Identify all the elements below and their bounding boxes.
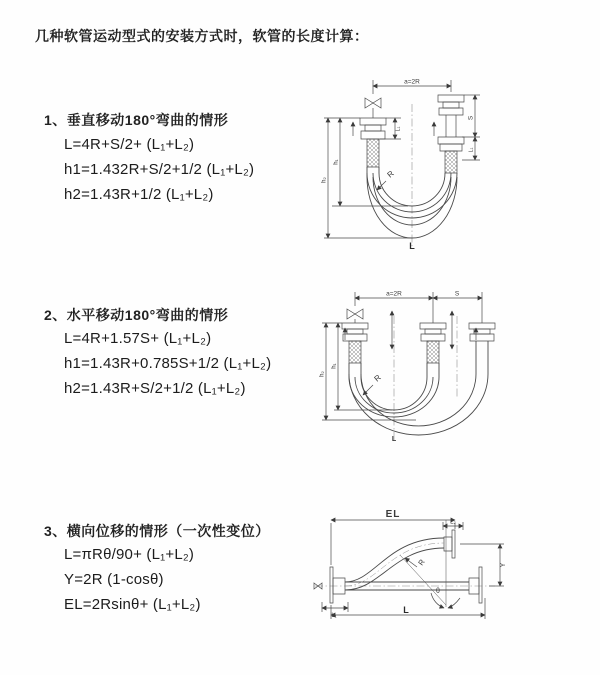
section-2-heading: 2、水平移动180°弯曲的情形 <box>44 307 229 323</box>
label-l: L <box>403 605 409 615</box>
label-r: R <box>416 557 427 568</box>
diagram-lateral-displacement <box>303 503 515 651</box>
page-title: 几种软管运动型式的安装方式时，软管的长度计算： <box>35 28 369 44</box>
left-flange <box>330 567 345 603</box>
diagram-vertical-180-bend <box>316 74 488 260</box>
section-2-formula-h1: h1=1.43R+0.785S+1/2 (L₁+L₂) <box>64 355 272 372</box>
angle-theta <box>400 520 460 608</box>
diagram-horizontal-180-bend <box>316 286 502 448</box>
middle-fitting <box>420 323 446 363</box>
label-r: R <box>385 168 396 180</box>
label-h1: h₁ <box>333 159 340 165</box>
label-h2: h₂ <box>321 177 328 183</box>
right-pipe <box>434 95 464 173</box>
section-2-formula-h2: h2=1.43R+S/2+1/2 (L₁+L₂) <box>64 380 246 397</box>
radius-leader <box>363 385 373 395</box>
dimension-h2 <box>319 323 416 420</box>
label-l1: L₁ <box>331 613 337 619</box>
section-1-formula-L: L=4R+S/2+ (L₁+L₂) <box>64 136 195 153</box>
label-h1: h₁ <box>331 363 338 369</box>
left-fitting <box>353 118 386 167</box>
upper-flange <box>444 530 455 558</box>
dimension-a2r <box>355 292 482 323</box>
valve-icon <box>347 309 363 323</box>
section-3-formula-L: L=πRθ/90+ (L₁+L₂) <box>64 546 195 563</box>
label-s: S <box>454 290 460 298</box>
dimension-h2 <box>321 118 412 238</box>
label-r: R <box>372 372 383 384</box>
section-1-formula-h1: h1=1.432R+S/2+1/2 (L₁+L₂) <box>64 161 255 178</box>
label-l1-left: L₁ <box>395 126 402 132</box>
section-1-formula-h2: h2=1.43R+1/2 (L₁+L₂) <box>64 186 214 203</box>
label-el: EL <box>385 509 401 520</box>
right-fitting <box>469 323 495 341</box>
label-s: S <box>467 115 475 121</box>
label-h2: h₂ <box>319 371 326 377</box>
right-flange <box>469 567 482 603</box>
label-l: L <box>391 436 397 443</box>
label-theta: θ <box>436 588 440 595</box>
section-3-heading: 3、横向位移的情形（一次性变位） <box>44 523 270 539</box>
valve-icon <box>365 98 381 118</box>
label-l1-right: L₁ <box>468 147 475 153</box>
left-fitting <box>342 323 368 363</box>
section-3-formula-EL: EL=2Rsinθ+ (L₁+L₂) <box>64 596 201 613</box>
label-l: L <box>409 241 415 251</box>
label-y: Y <box>500 562 507 568</box>
label-a2r: a=2R <box>386 290 402 298</box>
label-l2: L₂ <box>450 519 456 526</box>
dimension-el <box>331 520 455 568</box>
section-2-formula-L: L=4R+1.57S+ (L₁+L₂) <box>64 330 212 347</box>
section-3-formula-Y: Y=2R (1-cosθ) <box>64 571 164 588</box>
dimension-l1 <box>322 602 348 612</box>
section-1-heading: 1、垂直移动180°弯曲的情形 <box>44 112 229 128</box>
label-a2r: a=2R <box>404 78 420 86</box>
radius-leader <box>377 181 386 190</box>
